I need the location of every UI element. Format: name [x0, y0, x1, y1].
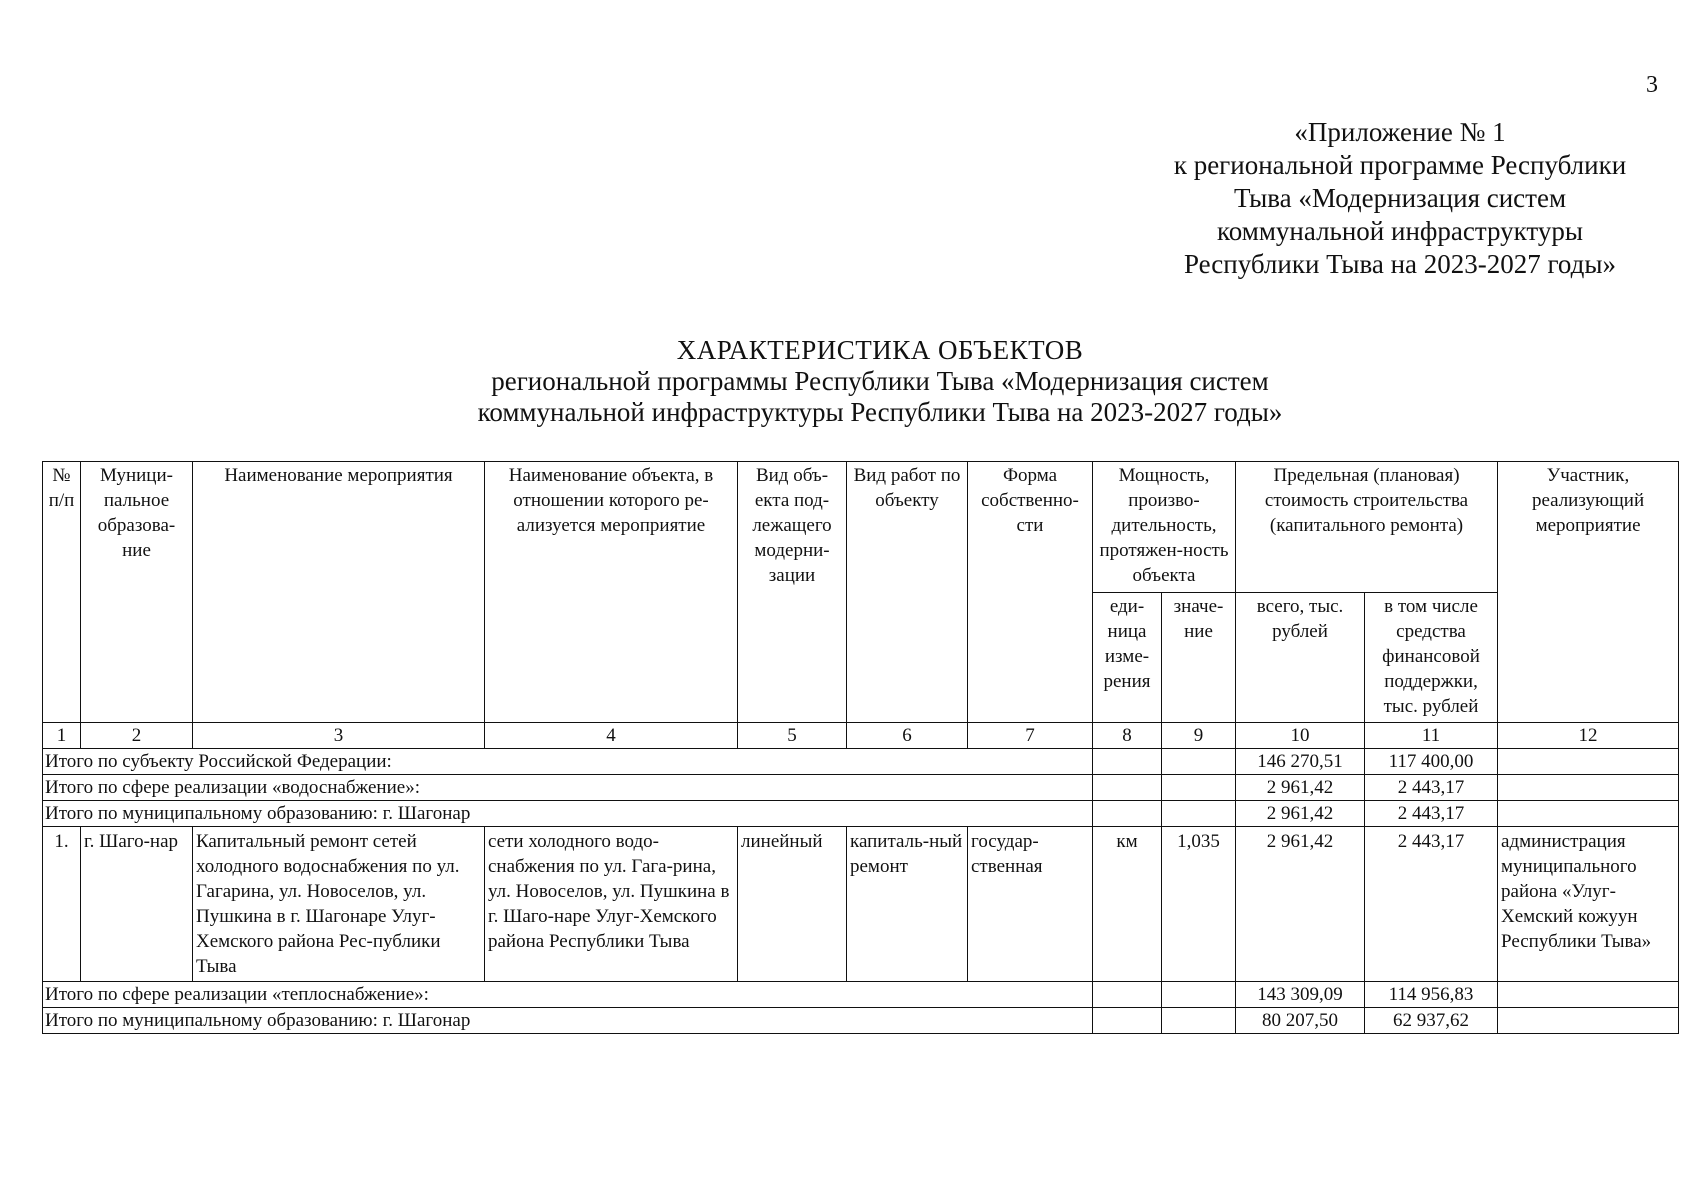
total-participant-cell — [1498, 775, 1679, 801]
total-participant-cell — [1498, 749, 1679, 775]
total-label: Итого по сфере реализации «водоснабжение»: — [43, 775, 1093, 801]
total-value-cell — [1162, 775, 1236, 801]
row-object-type: линейный — [738, 827, 847, 982]
column-number: 4 — [485, 723, 738, 749]
row-participant: администрация муниципального района «Улуг-Хемский кожуун Республики Тыва» — [1498, 827, 1679, 982]
header-value: значе-ние — [1162, 593, 1236, 723]
total-value-cell — [1162, 801, 1236, 827]
table-row — [43, 827, 1679, 982]
total-unit-cell — [1093, 1008, 1162, 1034]
row-support: 2 443,17 — [1365, 827, 1498, 982]
appendix-line: «Приложение № 1 — [1294, 117, 1506, 147]
header-event: Наименование мероприятия — [193, 462, 485, 723]
total-row — [43, 775, 1679, 801]
header-object: Наименование объекта, в отношении которого ре-ализуется мероприятие — [485, 462, 738, 723]
total-cost: 2 961,42 — [1236, 775, 1365, 801]
appendix-line: коммунальной инфраструктуры — [1217, 216, 1583, 246]
row-ownership: государ-ственная — [968, 827, 1093, 982]
total-unit-cell — [1093, 801, 1162, 827]
row-work-type: капиталь-ный ремонт — [847, 827, 968, 982]
appendix-line: к региональной программе Республики — [1173, 150, 1627, 180]
total-support: 117 400,00 — [1365, 749, 1498, 775]
total-row — [43, 1008, 1679, 1034]
total-unit-cell — [1093, 749, 1162, 775]
header-unit: еди-ница изме-рения — [1093, 593, 1162, 723]
row-object: сети холодного водо-снабжения по ул. Гага-рина, ул. Новоселов, ул. Пушкина в г. Шаго-наре Улуг-Хемского района Республики Тыва — [485, 827, 738, 982]
row-unit: км — [1093, 827, 1162, 982]
total-label: Итого по муниципальному образованию: г. Шагонар — [43, 801, 1093, 827]
header-cost-support: в том числе средства финансовой поддержки, тыс. рублей — [1365, 593, 1498, 723]
appendix-note — [1130, 116, 1670, 281]
total-support: 62 937,62 — [1365, 1008, 1498, 1034]
header-num: № п/п — [43, 462, 81, 723]
total-row — [43, 749, 1679, 775]
total-row — [43, 801, 1679, 827]
total-value-cell — [1162, 982, 1236, 1008]
page-number: 3 — [1646, 72, 1658, 98]
column-number: 9 — [1162, 723, 1236, 749]
title-subtitle-line: региональной программы Республики Тыва «Модернизация систем — [491, 366, 1269, 396]
total-cost: 2 961,42 — [1236, 801, 1365, 827]
header-work-type: Вид работ по объекту — [847, 462, 968, 723]
row-municipality: г. Шаго-нар — [81, 827, 193, 982]
row-event: Капитальный ремонт сетей холодного водоснабжения по ул. Гагарина, ул. Новоселов, ул. Пушкина в г. Шагонаре Улуг-Хемского района Рес-публики Тыва — [193, 827, 485, 982]
total-participant-cell — [1498, 1008, 1679, 1034]
header-ownership: Форма собственно-сти — [968, 462, 1093, 723]
total-participant-cell — [1498, 801, 1679, 827]
header-object-type: Вид объ-екта под-лежащего модерни-зации — [738, 462, 847, 723]
title-subtitle-line: коммунальной инфраструктуры Республики Тыва на 2023-2027 годы» — [477, 397, 1283, 427]
total-support: 2 443,17 — [1365, 801, 1498, 827]
header-cost-total: всего, тыс. рублей — [1236, 593, 1365, 723]
appendix-line: Республики Тыва на 2023-2027 годы» — [1183, 249, 1617, 279]
total-unit-cell — [1093, 982, 1162, 1008]
header-cost: Предельная (плановая) стоимость строительства (капитального ремонта) — [1236, 462, 1498, 593]
total-label: Итого по муниципальному образованию: г. Шагонар — [43, 1008, 1093, 1034]
row-cost: 2 961,42 — [1236, 827, 1365, 982]
column-number: 5 — [738, 723, 847, 749]
column-number: 6 — [847, 723, 968, 749]
appendix-line: Тыва «Модернизация систем — [1233, 183, 1567, 213]
title-heading: ХАРАКТЕРИСТИКА ОБЪЕКТОВ — [676, 335, 1084, 365]
column-number: 1 — [43, 723, 81, 749]
column-number: 11 — [1365, 723, 1498, 749]
total-unit-cell — [1093, 775, 1162, 801]
objects-table — [42, 461, 1679, 1034]
total-cost: 80 207,50 — [1236, 1008, 1365, 1034]
column-number-row — [43, 723, 1679, 749]
total-row — [43, 982, 1679, 1008]
total-participant-cell — [1498, 982, 1679, 1008]
total-cost: 146 270,51 — [1236, 749, 1365, 775]
header-participant: Участник, реализующий мероприятие — [1498, 462, 1679, 723]
column-number: 8 — [1093, 723, 1162, 749]
row-num: 1. — [43, 827, 81, 982]
header-row — [43, 462, 1679, 593]
total-label: Итого по сфере реализации «теплоснабжение»: — [43, 982, 1093, 1008]
header-municipality: Муници-пальное образова-ние — [81, 462, 193, 723]
total-support: 114 956,83 — [1365, 982, 1498, 1008]
total-support: 2 443,17 — [1365, 775, 1498, 801]
column-number: 10 — [1236, 723, 1365, 749]
total-label: Итого по субъекту Российской Федерации: — [43, 749, 1093, 775]
column-number: 3 — [193, 723, 485, 749]
column-number: 12 — [1498, 723, 1679, 749]
total-value-cell — [1162, 749, 1236, 775]
total-value-cell — [1162, 1008, 1236, 1034]
column-number: 7 — [968, 723, 1093, 749]
document-title — [380, 335, 1380, 428]
total-cost: 143 309,09 — [1236, 982, 1365, 1008]
column-number: 2 — [81, 723, 193, 749]
header-capacity: Мощность, произво-дительность, протяжен-ность объекта — [1093, 462, 1236, 593]
row-value: 1,035 — [1162, 827, 1236, 982]
